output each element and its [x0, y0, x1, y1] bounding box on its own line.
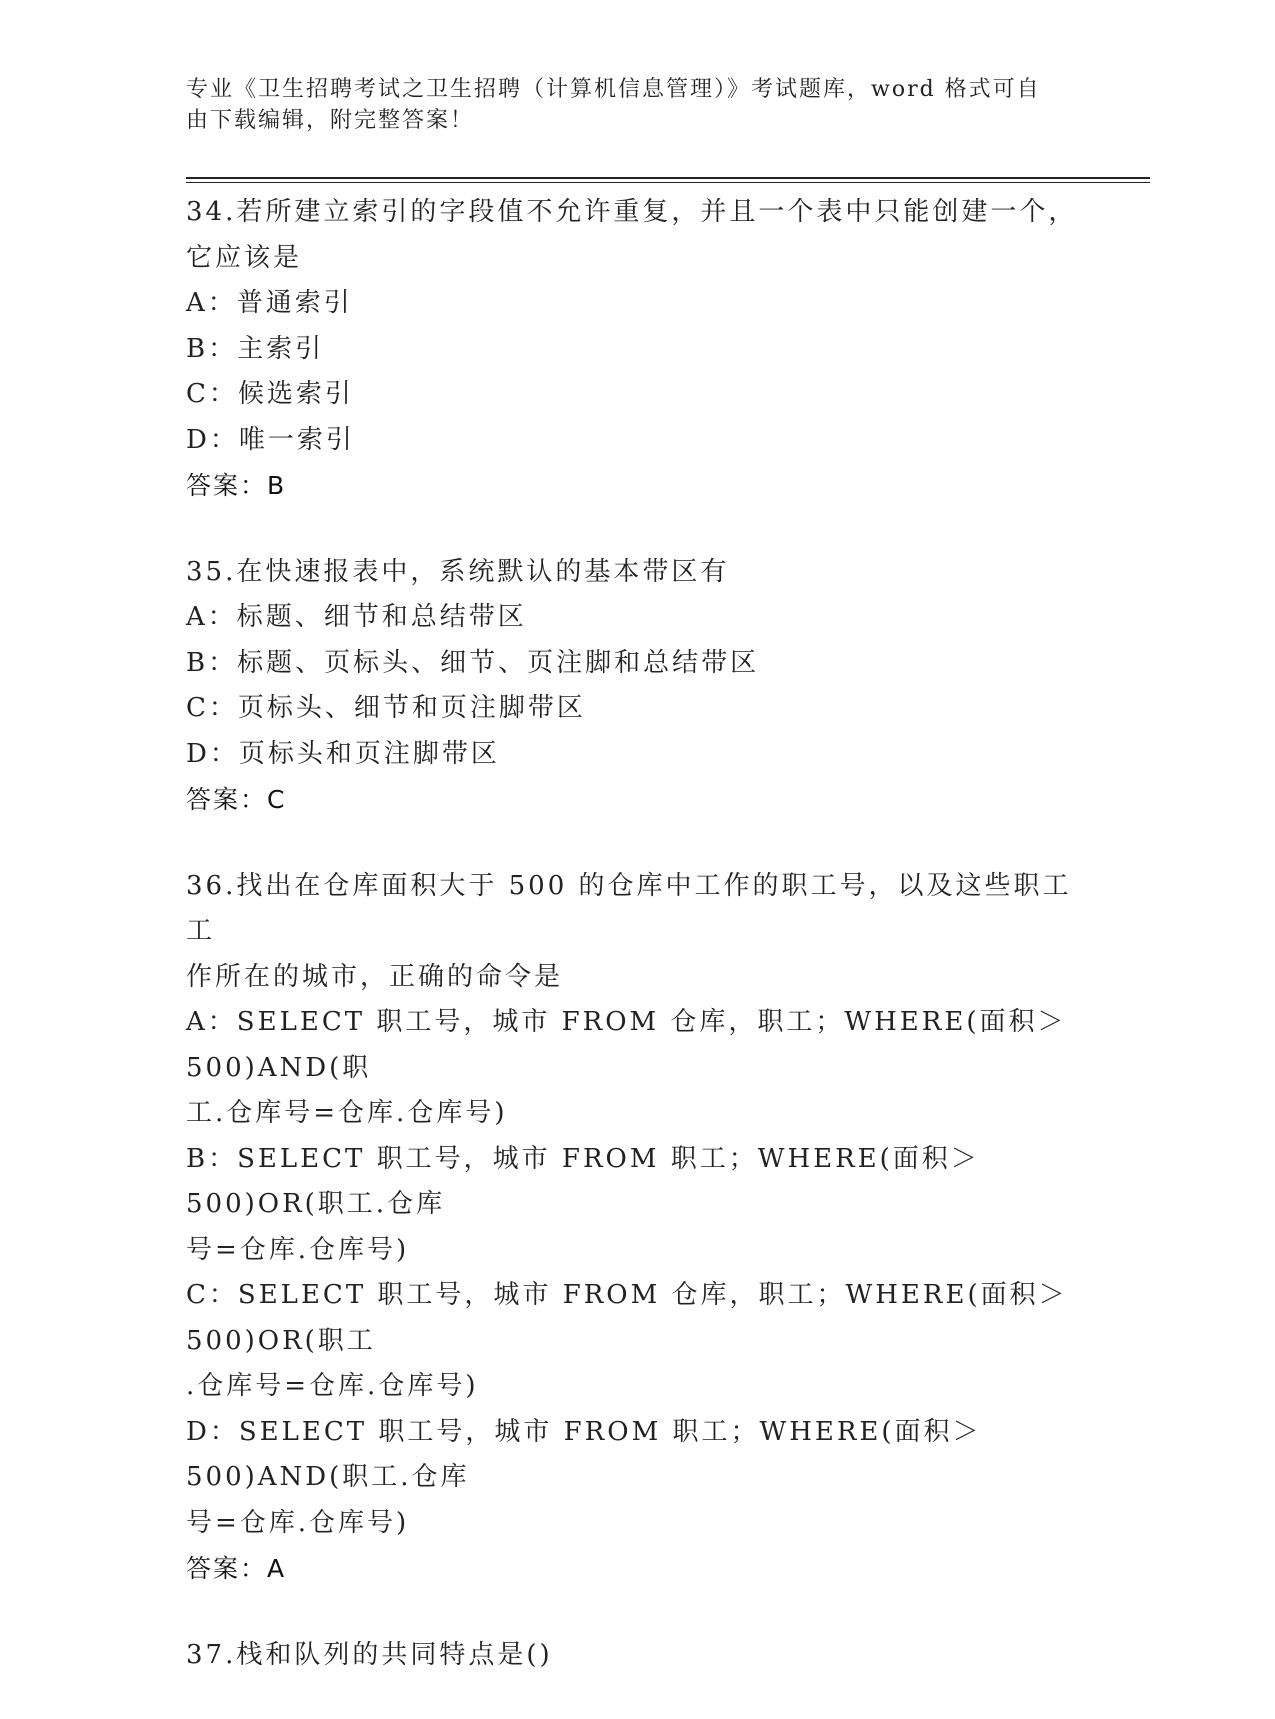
header-divider-thin	[186, 182, 1150, 183]
question-stem-line: 35.在快速报表中，系统默认的基本带区有	[186, 556, 730, 587]
option-b: B：主索引	[186, 333, 325, 364]
option-c: C：候选索引	[186, 379, 354, 409]
answer-label: 答案：C	[186, 785, 287, 814]
question-36	[186, 864, 1081, 1592]
question-list	[186, 190, 1081, 1719]
question-37	[186, 1633, 1081, 1679]
question-stem-line: 它应该是	[186, 242, 303, 273]
option-b: B：标题、页标头、细节、页注脚和总结带区	[186, 647, 760, 678]
header-divider-thick	[186, 177, 1150, 179]
option-d-line-2: 号=仓库.仓库号)	[186, 1507, 410, 1538]
document-header	[186, 74, 1066, 136]
question-stem-line: 34.若所建立索引的字段值不允许重复，并且一个表中只能创建一个，	[186, 197, 1078, 227]
question-34	[186, 190, 1081, 509]
option-a-line-1: A：SELECT 职工号，城市 FROM 仓库，职工；WHERE(面积＞500)AND(职	[186, 1007, 1067, 1083]
option-d-line-1: D：SELECT 职工号，城市 FROM 职工；WHERE(面积＞500)AND(职工.仓库	[186, 1416, 982, 1492]
option-c-line-1: C：SELECT 职工号，城市 FROM 仓库，职工；WHERE(面积＞500)OR(职工	[186, 1280, 1068, 1356]
question-stem-line: 作所在的城市，正确的命令是	[186, 961, 564, 992]
header-line-2: 由下载编辑，附完整答案！	[186, 108, 475, 133]
question-stem-line: 37.栈和队列的共同特点是()	[186, 1639, 553, 1670]
answer-label: 答案：B	[186, 471, 287, 500]
option-d: D：页标头和页注脚带区	[186, 738, 500, 769]
option-b-line-2: 号=仓库.仓库号)	[186, 1234, 410, 1265]
answer-label: 答案：A	[186, 1554, 287, 1583]
option-c: C：页标头、细节和页注脚带区	[186, 693, 586, 723]
option-a: A：标题、细节和总结带区	[186, 602, 527, 632]
option-c-line-2: .仓库号=仓库.仓库号)	[186, 1371, 479, 1401]
question-stem-line: 36.找出在仓库面积大于 500 的仓库中工作的职工号，以及这些职工工	[186, 870, 1072, 946]
option-b-line-1: B：SELECT 职工号，城市 FROM 职工；WHERE(面积＞500)OR(职工.仓库	[186, 1143, 980, 1219]
header-line-1: 专业《卫生招聘考试之卫生招聘（计算机信息管理）》考试题库，word 格式可自	[186, 77, 1041, 102]
option-d: D：唯一索引	[186, 424, 355, 455]
question-35	[186, 550, 1081, 823]
option-a-line-2: 工.仓库号=仓库.仓库号)	[186, 1098, 508, 1128]
option-a: A：普通索引	[186, 288, 353, 318]
